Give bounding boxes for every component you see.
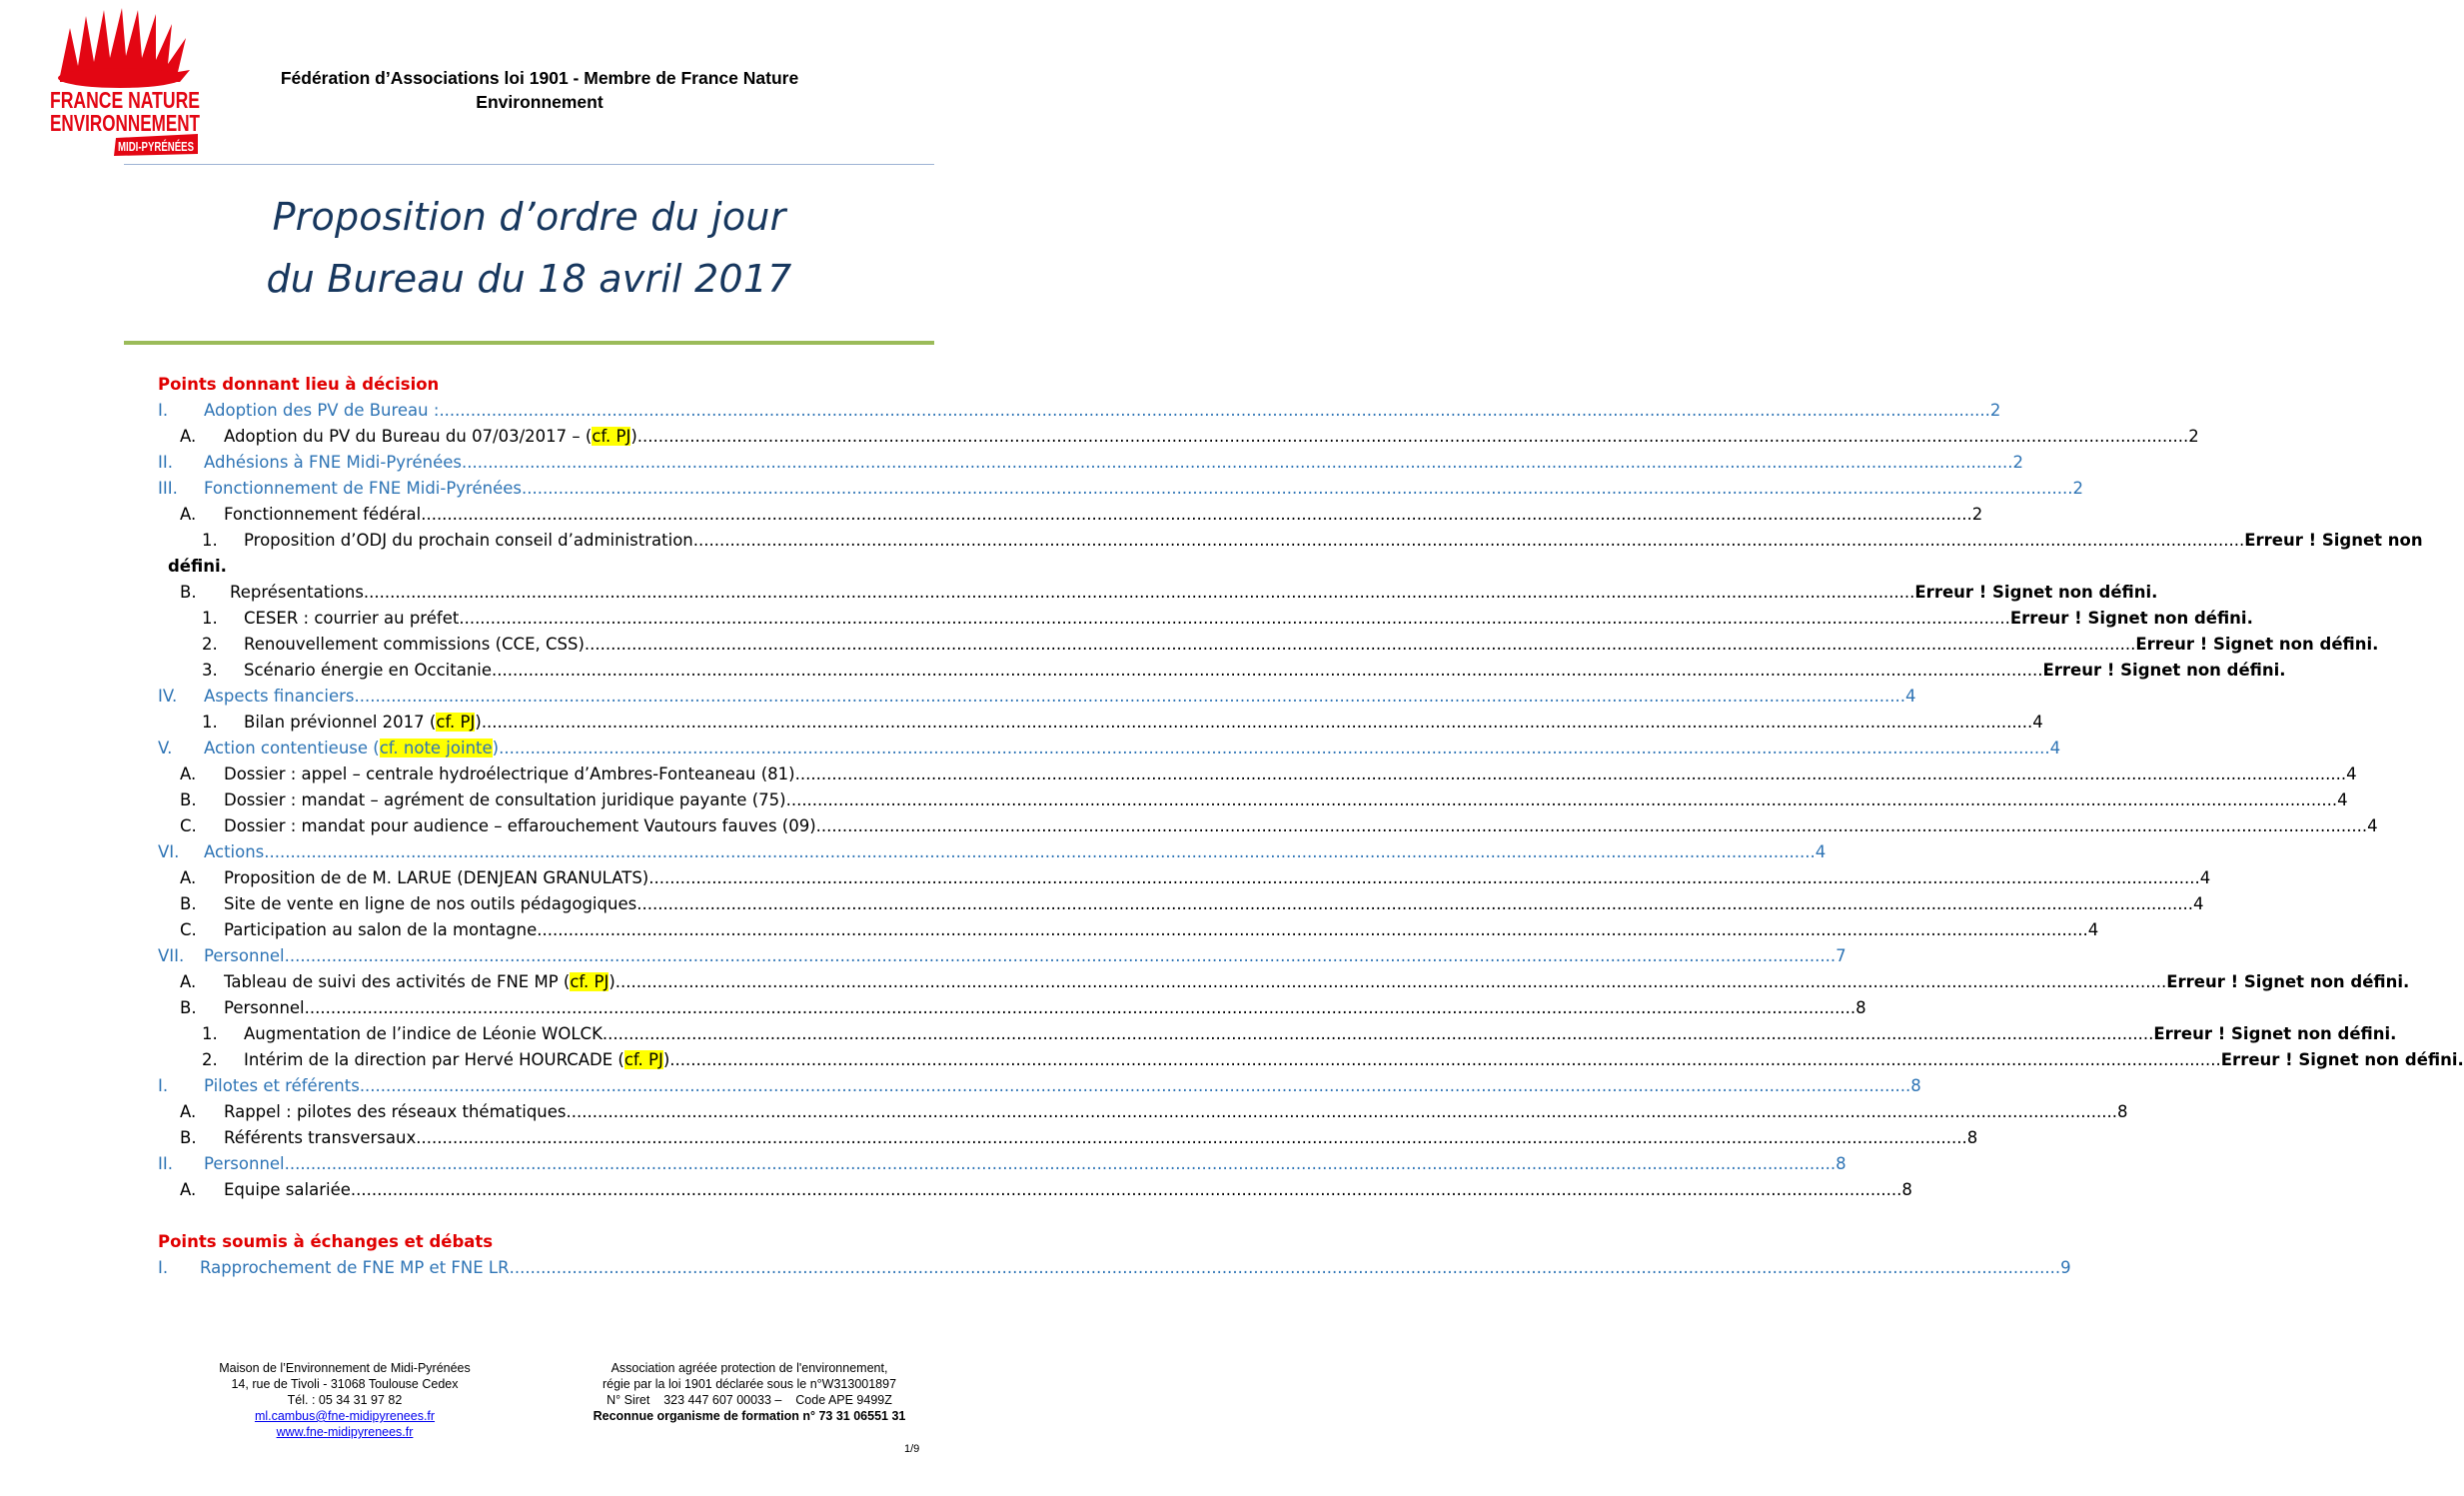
toc-leader-dots xyxy=(499,736,2049,761)
toc-page-number: 2 xyxy=(1989,401,2001,420)
toc-entry[interactable] xyxy=(158,736,2061,761)
toc-entry-body xyxy=(224,891,2204,917)
toc-entry-title xyxy=(224,891,641,917)
toc-page-number: 8 xyxy=(1966,1128,1978,1147)
toc-entry[interactable] xyxy=(158,1125,1978,1151)
toc-entry-text-suffix: ) xyxy=(662,1050,670,1069)
toc-entry-number: A. xyxy=(180,972,197,991)
toc-page-number: 4 xyxy=(2199,868,2211,887)
toc-entry-body xyxy=(230,580,2158,606)
toc-leader-dots xyxy=(786,787,2337,813)
toc-entry[interactable] xyxy=(158,710,2043,736)
toc-entry-text: Représentations xyxy=(230,583,364,602)
toc-entry-text-suffix: ) xyxy=(492,739,500,757)
toc-entry-body xyxy=(224,995,1866,1021)
highlight-cf-pj: cf. PJ xyxy=(436,713,476,732)
toc-page-error: Erreur ! Signet non défini. xyxy=(1914,583,2158,602)
toc-entry-title xyxy=(244,1047,669,1073)
toc-entry-text: Scénario énergie en Occitanie xyxy=(244,661,493,680)
toc-entry-title xyxy=(244,658,492,684)
toc-entry-title xyxy=(204,450,462,476)
toc-entry[interactable] xyxy=(158,813,2378,839)
toc-entry-body xyxy=(224,761,2357,787)
title-line1: Proposition d’ordre du jour xyxy=(272,195,786,239)
toc-entry[interactable] xyxy=(158,424,2199,450)
toc-entry-text: Adhésions à FNE Midi-Pyrénées xyxy=(204,453,462,472)
toc-entry-body xyxy=(200,1255,2071,1281)
toc-entry-body xyxy=(224,917,2099,943)
toc-leader-dots xyxy=(567,1099,2117,1125)
toc-page-error: Erreur ! Signet non défini. xyxy=(2166,972,2410,991)
toc-entry[interactable] xyxy=(158,684,1916,710)
toc-entry-number: III. xyxy=(158,479,178,498)
toc-entry[interactable] xyxy=(158,1151,1847,1177)
title-line2: du Bureau du 18 avril 2017 xyxy=(266,257,792,301)
toc-entry-number: VII. xyxy=(158,946,185,965)
toc-entry-body xyxy=(224,1125,1978,1151)
highlight-cf-pj: cf. note jointe xyxy=(379,739,493,757)
toc-entry-body xyxy=(204,839,1827,865)
toc-leader-dots xyxy=(492,658,2042,684)
toc-entry-number: 3. xyxy=(202,661,218,680)
toc-leader-dots xyxy=(482,710,2032,736)
toc-entry-text: Adoption des PV de Bureau : xyxy=(204,401,440,420)
toc-entry[interactable] xyxy=(158,917,2099,943)
toc-entry[interactable] xyxy=(158,1021,2397,1047)
toc-page-number: 4 xyxy=(2367,816,2378,835)
toc-entry-text: Equipe salariée xyxy=(224,1180,351,1199)
toc-leader-dots xyxy=(264,839,1815,865)
toc-entry-text: Tableau de suivi des activités de FNE MP ( xyxy=(224,972,571,991)
toc-leader-dots xyxy=(637,424,2188,450)
footer-right-line1: Association agréée protection de l'environnement, xyxy=(611,1361,888,1375)
toc-page-number: 9 xyxy=(2060,1258,2071,1277)
toc-page-number: 2 xyxy=(1971,505,1983,524)
toc-entry-text: Proposition d’ODJ du prochain conseil d’administration xyxy=(244,531,693,550)
toc-entry-number: 1. xyxy=(202,531,218,550)
footer-right-line2: régie par la loi 1901 déclarée sous le n°W313001897 xyxy=(602,1377,897,1391)
toc-entry-number: II. xyxy=(158,1154,173,1173)
toc-entry[interactable] xyxy=(158,1073,1921,1099)
toc-entry-number: A. xyxy=(180,868,197,887)
toc-entry-number: 1. xyxy=(202,609,218,628)
section-heading-decision: Points donnant lieu à décision xyxy=(158,375,440,394)
toc-entry-text: Rappel : pilotes des réseaux thématiques xyxy=(224,1102,567,1121)
toc-entry-number: A. xyxy=(180,1102,197,1121)
footer-left-line1: Maison de l’Environnement de Midi-Pyrénées xyxy=(219,1361,471,1375)
toc-page-number: 2 xyxy=(2012,453,2023,472)
toc-entry[interactable] xyxy=(158,1047,2464,1073)
toc-entry-title xyxy=(204,684,355,710)
toc-entry-title xyxy=(204,398,439,424)
toc-entries xyxy=(158,398,2464,1203)
toc-entry-title xyxy=(224,917,537,943)
toc-entry[interactable] xyxy=(158,995,1866,1021)
toc-entry-text: Site de vente en ligne de nos outils pédagogiques. xyxy=(224,894,642,913)
toc-page-number: 8 xyxy=(1855,998,1866,1017)
toc-entry-title xyxy=(224,1177,351,1203)
toc-page-error: Erreur ! Signet non défini. xyxy=(2153,1024,2397,1043)
toc-entry-body xyxy=(224,787,2348,813)
toc-entry-number: 1. xyxy=(202,713,218,732)
toc-page-number: 4 xyxy=(2337,790,2348,809)
toc-entry-text: Personnel xyxy=(224,998,305,1017)
toc-entry-number: 2. xyxy=(202,635,218,654)
toc-entry-body xyxy=(224,424,2199,450)
toc-entry-text: Intérim de la direction par Hervé HOURCADE ( xyxy=(244,1050,624,1069)
toc-page-error: Erreur ! Signet non défini. xyxy=(2042,661,2286,680)
toc-leader-dots xyxy=(285,1151,1836,1177)
table-of-contents xyxy=(158,372,2464,1281)
highlight-cf-pj: cf. PJ xyxy=(623,1050,663,1069)
toc-entry[interactable] xyxy=(158,398,2001,424)
toc-entry-title xyxy=(230,580,364,606)
section-heading-debats: Points soumis à échanges et débats xyxy=(158,1232,494,1251)
toc-leader-dots xyxy=(693,528,2244,554)
footer-right-line4: Reconnue organisme de formation n° 73 31 06551 31 xyxy=(593,1409,906,1423)
toc-entry-text: Action contentieuse ( xyxy=(204,739,380,757)
toc-entry[interactable] xyxy=(158,969,2410,995)
footer-email-link[interactable]: ml.cambus@fne-midipyrenees.fr xyxy=(254,1409,436,1423)
toc-entry-body xyxy=(244,632,2379,658)
toc-page-number: 2 xyxy=(2188,427,2199,446)
toc-leader-dots xyxy=(648,865,2199,891)
toc-page-number: 4 xyxy=(2032,713,2043,732)
header-org-line1: Fédération d’Associations loi 1901 - Membre de France Nature xyxy=(280,68,799,88)
toc-entry-text: Fonctionnement fédéral xyxy=(224,505,422,524)
toc-entry-number: VI. xyxy=(158,842,180,861)
toc-entry-text: Dossier : appel – centrale hydroélectrique d’Ambres-Fonteaneau (81) xyxy=(224,764,795,783)
toc-entry-text: Bilan prévionnel 2017 ( xyxy=(244,713,437,732)
toc-leader-dots xyxy=(416,1125,1966,1151)
page-number: 1/9 xyxy=(904,1443,920,1455)
toc-entry-number: 1. xyxy=(202,1024,218,1043)
toc-entry-text: Actions xyxy=(204,842,265,861)
toc-entry-number: IV. xyxy=(158,687,178,706)
toc-leader-dots xyxy=(459,606,2009,632)
toc-entry[interactable] xyxy=(158,450,2023,476)
toc-leader-dots xyxy=(795,761,2346,787)
toc-entry-number: C. xyxy=(180,816,197,835)
toc-page-number: 4 xyxy=(2346,764,2357,783)
toc-entry-number: I. xyxy=(158,1258,169,1277)
toc-entry-body xyxy=(224,502,1983,528)
toc-entry-body xyxy=(224,1177,1912,1203)
toc-entry[interactable] xyxy=(158,1255,2071,1281)
toc-entry-text: Renouvellement commissions (CCE, CSS) xyxy=(244,635,585,654)
toc-page-number: 4 xyxy=(2192,894,2204,913)
toc-entry-title xyxy=(224,995,305,1021)
toc-entry-text: CESER : courrier au préfet xyxy=(244,609,460,628)
toc-page-error: Erreur ! Signet non défini. xyxy=(2220,1050,2464,1069)
toc-entry[interactable] xyxy=(158,891,2204,917)
toc-page-number: 4 xyxy=(1815,842,1827,861)
toc-entry-title xyxy=(204,476,522,502)
toc-entry-title xyxy=(204,1073,360,1099)
toc-page-error: Erreur ! Signet non défini. xyxy=(2135,635,2379,654)
toc-entry-body xyxy=(244,1021,2397,1047)
toc-leader-dots xyxy=(462,450,2012,476)
toc-entry-text: Proposition de de M. LARUE (DENJEAN GRANULATS) xyxy=(224,868,649,887)
footer-left-line2: 14, rue de Tivoli - 31068 Toulouse Cedex xyxy=(231,1377,459,1391)
header-organisation xyxy=(210,66,869,114)
toc-entry[interactable] xyxy=(158,502,1983,528)
header-org-line2: Environnement xyxy=(476,92,604,112)
toc-entry[interactable] xyxy=(158,787,2348,813)
toc-entry-title xyxy=(244,710,482,736)
toc-entry-title xyxy=(224,1099,567,1125)
toc-entry-number: C. xyxy=(180,920,197,939)
toc-entry[interactable] xyxy=(158,658,2286,684)
toc-leader-dots xyxy=(641,891,2192,917)
toc-entry-title xyxy=(200,1255,510,1281)
toc-entry-text: Personnel xyxy=(204,1154,285,1173)
toc-page-number: 7 xyxy=(1836,946,1847,965)
toc-entries-debats xyxy=(158,1255,2071,1281)
toc-entry[interactable] xyxy=(158,1177,1912,1203)
toc-entry-body xyxy=(244,710,2043,736)
logo-badge: MIDI-PYRÉNÉES xyxy=(118,139,195,154)
toc-entry-title xyxy=(204,839,264,865)
toc-entry-number: II. xyxy=(158,453,173,472)
highlight-cf-pj: cf. PJ xyxy=(592,427,631,446)
toc-entry-body xyxy=(244,606,2253,632)
toc-entry-body xyxy=(244,658,2286,684)
highlight-cf-pj: cf. PJ xyxy=(570,972,610,991)
toc-entry-body xyxy=(204,1073,1921,1099)
toc-entry-title xyxy=(224,761,795,787)
toc-entry-number: V. xyxy=(158,739,173,757)
toc-entry-title xyxy=(224,865,648,891)
toc-entry[interactable] xyxy=(158,865,2211,891)
toc-entry-text: Adoption du PV du Bureau du 07/03/2017 – ( xyxy=(224,427,593,446)
toc-page-error: Erreur ! Signet non défini. xyxy=(2009,609,2253,628)
toc-page-number: 4 xyxy=(2087,920,2099,939)
header-divider xyxy=(124,164,934,165)
toc-entry-text-suffix: ) xyxy=(630,427,637,446)
toc-entry-title xyxy=(204,1151,285,1177)
toc-leader-dots xyxy=(439,398,1989,424)
toc-entry-body xyxy=(204,1151,1847,1177)
toc-leader-dots xyxy=(364,580,1914,606)
toc-entry-title xyxy=(224,502,421,528)
toc-entry-body xyxy=(204,476,2083,502)
toc-entry-number: B. xyxy=(180,998,197,1017)
toc-page-number: 8 xyxy=(1901,1180,1912,1199)
toc-entry-text: Pilotes et référents xyxy=(204,1076,360,1095)
toc-entry-number: A. xyxy=(180,1180,197,1199)
toc-entry-text: Fonctionnement de FNE Midi-Pyrénées xyxy=(204,479,522,498)
toc-entry-body xyxy=(204,943,1847,969)
hedgehog-icon xyxy=(58,8,190,88)
toc-page-error-tail: défini. xyxy=(168,557,227,576)
toc-entry-title xyxy=(244,606,459,632)
toc-entry-number: B. xyxy=(180,790,197,809)
toc-entry-text: Dossier : mandat – agrément de consultation juridique payante (75) xyxy=(224,790,786,809)
toc-leader-dots xyxy=(522,476,2072,502)
toc-leader-dots xyxy=(285,943,1836,969)
toc-entry[interactable] xyxy=(158,580,2158,606)
toc-entry-title xyxy=(224,969,616,995)
toc-entry-text: Référents transversaux xyxy=(224,1128,417,1147)
footer-left-line3: Tél. : 05 34 31 97 82 xyxy=(287,1393,403,1407)
toc-entry-text: Aspects financiers xyxy=(204,687,355,706)
toc-entry-title xyxy=(204,943,285,969)
toc-entry[interactable] xyxy=(158,943,1847,969)
toc-entry-body xyxy=(224,865,2211,891)
toc-entry-text: Dossier : mandat pour audience – effarouchement Vautours fauves (09) xyxy=(224,816,816,835)
toc-entry[interactable] xyxy=(158,528,2423,580)
toc-entry-body xyxy=(224,969,2410,995)
toc-leader-dots xyxy=(537,917,2087,943)
toc-entry-body xyxy=(204,450,2023,476)
toc-entry-title xyxy=(224,813,816,839)
toc-leader-dots xyxy=(816,813,2367,839)
toc-page-number: 2 xyxy=(2072,479,2083,498)
toc-leader-dots xyxy=(510,1255,2060,1281)
toc-entry[interactable] xyxy=(158,761,2357,787)
toc-entry-body xyxy=(204,736,2061,761)
toc-entry-title xyxy=(224,424,637,450)
toc-entry-title xyxy=(224,787,786,813)
toc-leader-dots xyxy=(355,684,1905,710)
toc-leader-dots xyxy=(305,995,1855,1021)
toc-entry-title xyxy=(224,1125,416,1151)
toc-entry[interactable] xyxy=(158,1099,2128,1125)
toc-entry-number: 2. xyxy=(202,1050,218,1069)
toc-entry-number: I. xyxy=(158,1076,169,1095)
page-title xyxy=(124,186,934,310)
section-gap xyxy=(158,1203,931,1229)
logo-line2: ENVIRONNEMENT xyxy=(50,110,200,136)
footer-website-link[interactable]: www.fne-midipyrenees.fr xyxy=(276,1425,414,1439)
toc-leader-dots xyxy=(585,632,2135,658)
toc-page-number: 8 xyxy=(1910,1076,1921,1095)
toc-entry-body xyxy=(204,684,1916,710)
footer-legal xyxy=(560,1360,939,1424)
toc-entry-body xyxy=(224,813,2378,839)
toc-entry-title xyxy=(244,1021,603,1047)
toc-entry-title xyxy=(244,632,585,658)
toc-page-number: 4 xyxy=(2049,739,2061,757)
toc-leader-dots xyxy=(669,1047,2220,1073)
footer-address xyxy=(160,1360,530,1440)
toc-entry[interactable] xyxy=(158,839,1827,865)
title-divider xyxy=(124,341,934,345)
toc-entry-text: Rapprochement de FNE MP et FNE LR xyxy=(200,1258,510,1277)
toc-entry-number: B. xyxy=(180,894,197,913)
logo-line1: FRANCE NATURE xyxy=(50,87,200,113)
toc-entry-title xyxy=(244,528,693,554)
toc-entry-number: I. xyxy=(158,401,169,420)
toc-entry-text-suffix: ) xyxy=(475,713,482,732)
toc-leader-dots xyxy=(421,502,1971,528)
toc-entry-number: A. xyxy=(180,764,197,783)
toc-leader-dots xyxy=(360,1073,1910,1099)
toc-entry[interactable] xyxy=(158,606,2253,632)
toc-entry-number: A. xyxy=(180,427,197,446)
toc-entry-body xyxy=(244,1047,2464,1073)
toc-page-number: 8 xyxy=(2117,1102,2128,1121)
toc-entry[interactable] xyxy=(158,632,2379,658)
toc-entry-title xyxy=(204,736,499,761)
toc-entry-number: B. xyxy=(180,1128,197,1147)
toc-entry-body xyxy=(244,528,2423,554)
toc-entry-number: A. xyxy=(180,505,197,524)
toc-leader-dots xyxy=(603,1021,2153,1047)
toc-entry-text: Augmentation de l’indice de Léonie WOLCK xyxy=(244,1024,603,1043)
toc-leader-dots xyxy=(351,1177,1901,1203)
toc-entry-body xyxy=(224,1099,2128,1125)
toc-page-number: 4 xyxy=(1904,687,1916,706)
toc-entry-text: Participation au salon de la montagne xyxy=(224,920,538,939)
toc-page-number: 8 xyxy=(1836,1154,1847,1173)
toc-page-error: Erreur ! Signet non xyxy=(2244,531,2423,550)
footer-right-line3: N° Siret 323 447 607 00033 – Code APE 9499Z xyxy=(607,1393,892,1407)
toc-entry-body xyxy=(204,398,2001,424)
fne-logo xyxy=(40,6,210,158)
toc-leader-dots xyxy=(616,969,2166,995)
toc-entry[interactable] xyxy=(158,476,2083,502)
toc-entry-number: B. xyxy=(180,583,197,602)
toc-entry-text-suffix: ) xyxy=(609,972,616,991)
toc-entry-text: Personnel xyxy=(204,946,285,965)
